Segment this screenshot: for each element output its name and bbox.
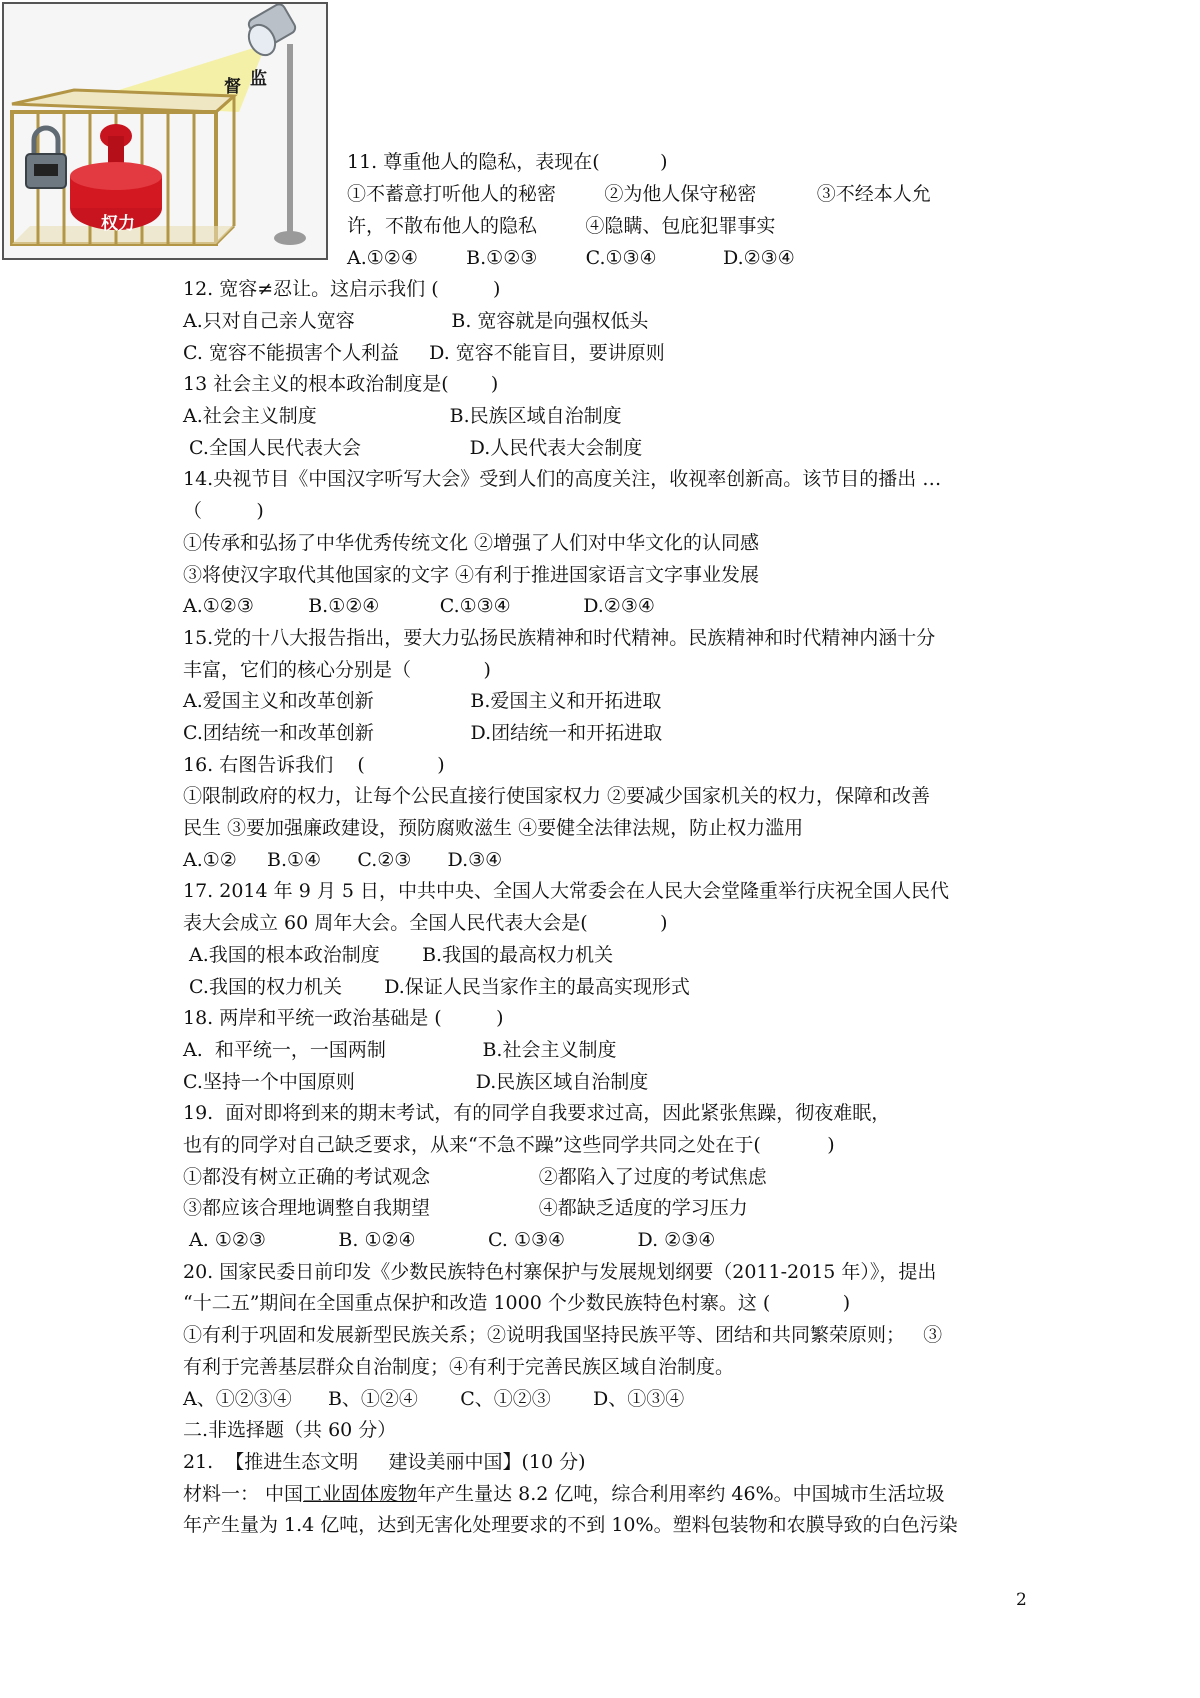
padlock-icon bbox=[26, 128, 66, 188]
q15-stem-1: 15.党的十八大报告指出，要大力弘扬民族精神和时代精神。民族精神和时代精神内涵十分 bbox=[183, 627, 936, 649]
q21-material-2: 年产生量为 1.4 亿吨，达到无害化处理要求的不到 10%。塑料包装物和农膜导致的白色污染 bbox=[183, 1514, 958, 1536]
q19-options-2: ③都应该合理地调整自我期望 ④都缺乏适度的学习压力 bbox=[183, 1197, 748, 1219]
power-label: 权力 bbox=[101, 214, 135, 234]
supervise-label-1: 监 bbox=[250, 69, 267, 89]
q19-choices: A. ①②③ B. ①②④ C. ①③④ D. ②③④ bbox=[183, 1229, 716, 1251]
supervise-label-2: 督 bbox=[224, 77, 241, 97]
q21-material-1 bbox=[183, 1481, 945, 1507]
q17-choices-1: A.我国的根本政治制度 B.我国的最高权力机关 bbox=[183, 944, 614, 966]
q17-stem-1: 17. 2014 年 9 月 5 日，中共中央、全国人大常委会在人民大会堂隆重举行庆祝全国人民代 bbox=[183, 880, 949, 902]
q20-options-1: ①有利于巩固和发展新型民族关系；②说明我国坚持民族平等、团结和共同繁荣原则； ③ bbox=[183, 1324, 943, 1346]
section-heading: 二.非选择题（共 60 分） bbox=[183, 1419, 397, 1441]
q11-options-1: ①不蓄意打听他人的秘密 ②为他人保守秘密 ③不经本人允 bbox=[347, 183, 931, 205]
q20-options-2: 有利于完善基层群众自治制度；④有利于完善民族区域自治制度。 bbox=[183, 1356, 735, 1378]
q14-options-1: ①传承和弘扬了中华优秀传统文化 ②增强了人们对中华文化的认同感 bbox=[183, 532, 760, 554]
q18-choices-2: C.坚持一个中国原则 D.民族区域自治制度 bbox=[183, 1071, 649, 1093]
lamp-base bbox=[274, 231, 306, 245]
q14-choices: A.①②③ B.①②④ C.①③④ D.②③④ bbox=[183, 595, 655, 617]
page-number: 2 bbox=[1016, 1590, 1027, 1610]
q11-choices: A.①②④ B.①②③ C.①③④ D.②③④ bbox=[347, 247, 795, 269]
q14-stem-2: （ ) bbox=[183, 500, 264, 522]
q21-title: 21. 【推进生态文明 建设美丽中国】(10 分) bbox=[183, 1451, 586, 1473]
q16-options-1: ①限制政府的权力，让每个公民直接行使国家权力 ②要减少国家机关的权力，保障和改善 bbox=[183, 785, 931, 807]
q19-stem-2: 也有的同学对自己缺乏要求，从来“不急不躁”这些同学共同之处在于( ) bbox=[183, 1134, 835, 1156]
q15-stem-2: 丰富，它们的核心分别是（ ) bbox=[183, 659, 491, 681]
q17-stem-2: 表大会成立 60 周年大会。全国人民代表大会是( ) bbox=[183, 912, 668, 934]
q19-options-1: ①都没有树立正确的考试观念 ②都陷入了过度的考试焦虑 bbox=[183, 1166, 767, 1188]
q11-options-2: 许，不散布他人的隐私 ④隐瞒、包庇犯罪事实 bbox=[347, 215, 776, 237]
underlined-term: 工业固体废物 bbox=[303, 1483, 418, 1505]
q15-choices-1: A.爱国主义和改革创新 B.爱国主义和开拓进取 bbox=[183, 690, 662, 712]
q14-options-2: ③将使汉字取代其他国家的文字 ④有利于推进国家语言文字事业发展 bbox=[183, 564, 760, 586]
q20-choices: A、①②③④ B、①②④ C、①②③ D、①③④ bbox=[183, 1388, 685, 1410]
q13-choices-1: A.社会主义制度 B.民族区域自治制度 bbox=[183, 405, 622, 427]
q20-stem-2: “十二五”期间在全国重点保护和改造 1000 个少数民族特色村寨。这 ( ) bbox=[183, 1292, 851, 1314]
material-prefix: 材料一： 中国 bbox=[183, 1483, 304, 1505]
material-rest: 年产生量达 8.2 亿吨，综合利用率约 46%。中国城市生活垃圾 bbox=[417, 1483, 945, 1505]
q15-choices-2: C.团结统一和改革创新 D.团结统一和开拓进取 bbox=[183, 722, 663, 744]
q13-stem: 13 社会主义的根本政治制度是( ) bbox=[183, 373, 499, 395]
q14-stem-1: 14.央视节目《中国汉字听写大会》受到人们的高度关注，收视率创新高。该节目的播出 … bbox=[183, 468, 942, 490]
q12-stem: 12. 宽容≠忍让。这启示我们 ( ) bbox=[183, 278, 501, 300]
q12-choices-1: A.只对自己亲人宽容 B. 宽容就是向强权低头 bbox=[183, 310, 649, 332]
q11-stem: 11. 尊重他人的隐私，表现在( ) bbox=[347, 151, 668, 173]
q16-options-2: 民生 ③要加强廉政建设，预防腐败滋生 ④要健全法律法规，防止权力滥用 bbox=[183, 817, 804, 839]
q16-stem: 16. 右图告诉我们 ( ) bbox=[183, 754, 445, 776]
power-supervision-illustration bbox=[2, 2, 328, 260]
q18-choices-1: A. 和平统一，一国两制 B.社会主义制度 bbox=[183, 1039, 617, 1061]
q16-choices: A.①② B.①④ C.②③ D.③④ bbox=[183, 849, 503, 871]
q19-stem-1: 19. 面对即将到来的期末考试，有的同学自我要求过高，因此紧张焦躁，彻夜难眠， bbox=[183, 1102, 891, 1124]
q20-stem-1: 20. 国家民委日前印发《少数民族特色村寨保护与发展规划纲要（2011-2015 年）》，提出 bbox=[183, 1261, 937, 1283]
q17-choices-2: C.我国的权力机关 D.保证人民当家作主的最高实现形式 bbox=[183, 976, 690, 998]
q12-choices-2: C. 宽容不能损害个人利益 D. 宽容不能盲目，要讲原则 bbox=[183, 342, 665, 364]
q18-stem: 18. 两岸和平统一政治基础是 ( ) bbox=[183, 1007, 504, 1029]
cage-spotlight-drawing bbox=[4, 4, 326, 258]
q13-choices-2: C.全国人民代表大会 D.人民代表大会制度 bbox=[183, 437, 643, 459]
